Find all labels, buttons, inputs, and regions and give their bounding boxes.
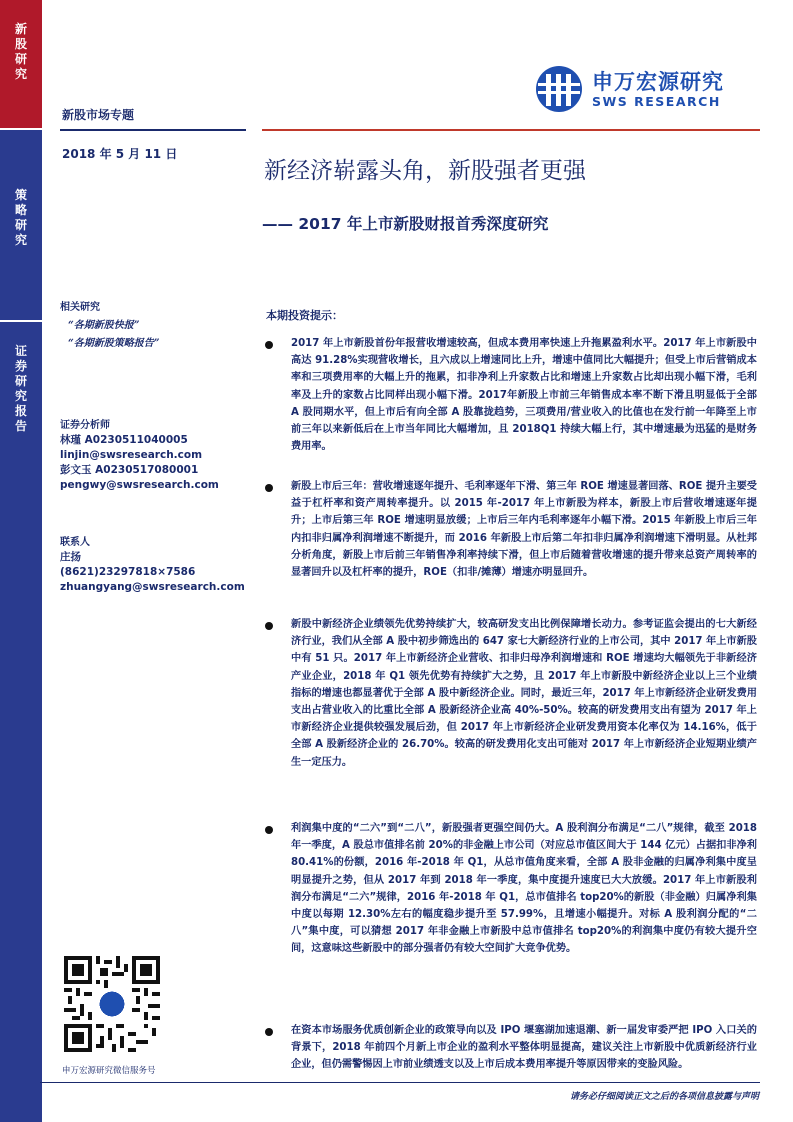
tab-securities-report: 证券研究报告 <box>0 322 42 1122</box>
logo-cn: 申万宏源研究 <box>592 70 724 94</box>
related-item[interactable]: “各期新股快报” <box>68 320 140 331</box>
related-item[interactable]: “各期新股策略报告” <box>68 338 160 349</box>
analyst-email[interactable]: pengwy@swsresearch.com <box>60 479 219 491</box>
contact-label: 联系人 <box>60 537 90 548</box>
tab-new-stock: 新股研究 <box>0 0 42 128</box>
report-date: 2018 年 5 月 11 日 <box>62 147 178 161</box>
report-type: 新股市场专题 <box>62 108 135 122</box>
bullet-icon <box>265 341 273 349</box>
analyst-email[interactable]: linjin@swsresearch.com <box>60 449 203 461</box>
qr-caption: 申万宏源研究微信服务号 <box>62 1066 156 1076</box>
bullet-icon <box>265 484 273 492</box>
point-5: 在资本市场服务优质创新企业的政策导向以及 IPO 堰塞湖加速退潮、新一届发审委严把 IPO 入口关的背景下，2018 年前四个月新上市企业的盈利水平整体明显提高，建议关注上市新股中优质新经济行业企业，但仍需警惕因上市前业绩透支以及上市后成本费用率提升等原因带来的变脸风险。 <box>291 1025 757 1071</box>
logo-en: SWS RESEARCH <box>592 94 721 109</box>
bullet-icon <box>265 1028 273 1036</box>
contact-phone: (8621)23297818×7586 <box>60 566 196 578</box>
sidebar-info <box>60 300 250 351</box>
qr-code-icon <box>64 956 160 1052</box>
footer-divider <box>40 1082 760 1083</box>
analyst-name: 彭文玉 A0230517080001 <box>60 464 199 476</box>
contact-name: 庄扬 <box>60 551 81 563</box>
point-1: 2017 年上市新股首份年报营收增速较高，但成本费用率快速上升拖累盈利水平。2017 年上市新股中高达 91.28%实现营收增长，且六成以上增速同比上升，增速中值同比大幅提升；但受上市后营销成本率和三项费用率的大幅上升的拖累，扣非净利上升家数占比和增速上升家数占比却出现小幅下滑，毛利率及上升的家数占比同样出现小幅下滑。2017年新股上市前三年销售成本率不断下滑且明显低于全部 A 股同期水平，但上市后有向全部 A 股靠拢趋势，三项费用/营业收入的比值也在发行前一年降至上市前三年以来新低后在上市当年同比大幅增加，且 2018Q1 持续大幅上行，其中增速最为迅猛的是财务费用率。 <box>291 338 757 453</box>
footer-disclaimer: 请务必仔细阅读正文之后的各项信息披露与声明 <box>569 1092 759 1102</box>
page-title: 新经济崭露头角，新股强者更强 <box>264 158 586 184</box>
bullet-icon <box>265 826 273 834</box>
point-4: 利润集中度的“二六”到“二八”，新股强者更强空间仍大。A 股利润分布满足“二八”规律，截至 2018 年一季度，A 股总市值排名前 20%的非金融上市公司（对应总市值区间大于 144 亿元）占据扣非净利 80.41%的份额，2016 年-2018 年 Q1，从总市值角度来看，全部 A 股非金融的归属净利集中度呈明显提升之势，但从 2017 年到 2018 年一季度，集中度提升速度已大大放缓。2017 年上市新股利润分布满足“二六”规律，2016 年-2018 年 Q1，总市值排名 top20%的新股（非金融）归属净利集中度以每期 12.30%左右的幅度稳步提升至 57.99%，且增速小幅提升。对标 A 股利润分配的“二八”集中度，可以猜想 2017 年非金融上市新股中总市值排名 top20%的利润集中度仍有较大提升空间，这意味这些新股中的部分强者仍有较大空间扩大竞争优势。 <box>291 823 757 955</box>
related-label: 相关研究 <box>60 302 100 313</box>
logo <box>534 64 759 114</box>
analyst-name: 林瑾 A0230511040005 <box>60 434 188 446</box>
divider-left-top <box>60 129 246 131</box>
divider-top-right <box>262 129 760 131</box>
logo-mark-icon <box>534 64 584 114</box>
point-2: 新股上市后三年：营收增速逐年提升、毛利率逐年下滑、第三年 ROE 增速显著回落、ROE 提升主要受益于杠杆率和资产周转率提升。以 2015 年-2017 年上市新股为样本，新股上市后营收增速逐年提升；上市后第三年 ROE 增速明显放缓；上市后三年内毛利率逐年小幅下滑。2015 年新股上市后三年内扣非归属净利润增速不断提升，而 2016 年新股上市后第二年扣非归属净利润增速下滑明显。从杜邦分析角度，新股上市后前三年销售净利率持续下滑，但上市后随着营收增速的提升带来总资产周转率的显著回升以及杠杆率的提升，ROE（扣非/摊薄）增速亦明显回升。 <box>291 481 757 579</box>
point-3: 新股中新经济企业绩领先优势持续扩大，较高研发支出比例保障增长动力。参考证监会提出的七大新经济行业，我们从全部 A 股中初步筛选出的 647 家七大新经济行业的上市公司，其中 2017 年上市新股中有 51 只。2017 年上市新经济企业营收、扣非归母净利润增速和 ROE 增速均大幅领先于非新经济产业企业，2018 年 Q1 领先优势有持续扩大之势，且 2017 年上市新股中新经济企业以上三个业绩指标的增速也都显著优于全部 A 股中新经济企业。同时，最近三年，2017 年上市新经济企业研发费用支出占营业收入的比重比全部 A 股新经济企业高 40%-50%。较高的研发费用支出有望为 2017 年上市新经济企业提供较强发展后劲，但 2017 年上市新经济企业研发费用资本化率仅为 14.16%，低于全部 A 股新经济企业的 26.70%。较高的研发费用化支出可能对 2017 年上市新经济企业短期业绩产生一定压力。 <box>291 619 757 768</box>
analyst-block <box>60 418 250 493</box>
tab-strategy: 策略研究 <box>0 130 42 320</box>
bullet-icon <box>265 622 273 630</box>
page-subtitle: —— 2017 年上市新股财报首秀深度研究 <box>262 215 549 233</box>
contact-email[interactable]: zhuangyang@swsresearch.com <box>60 581 245 593</box>
contact-block <box>60 535 260 595</box>
qr-code[interactable] <box>64 956 160 1052</box>
analyst-label: 证券分析师 <box>60 420 110 431</box>
section-label: 本期投资提示： <box>266 309 343 322</box>
